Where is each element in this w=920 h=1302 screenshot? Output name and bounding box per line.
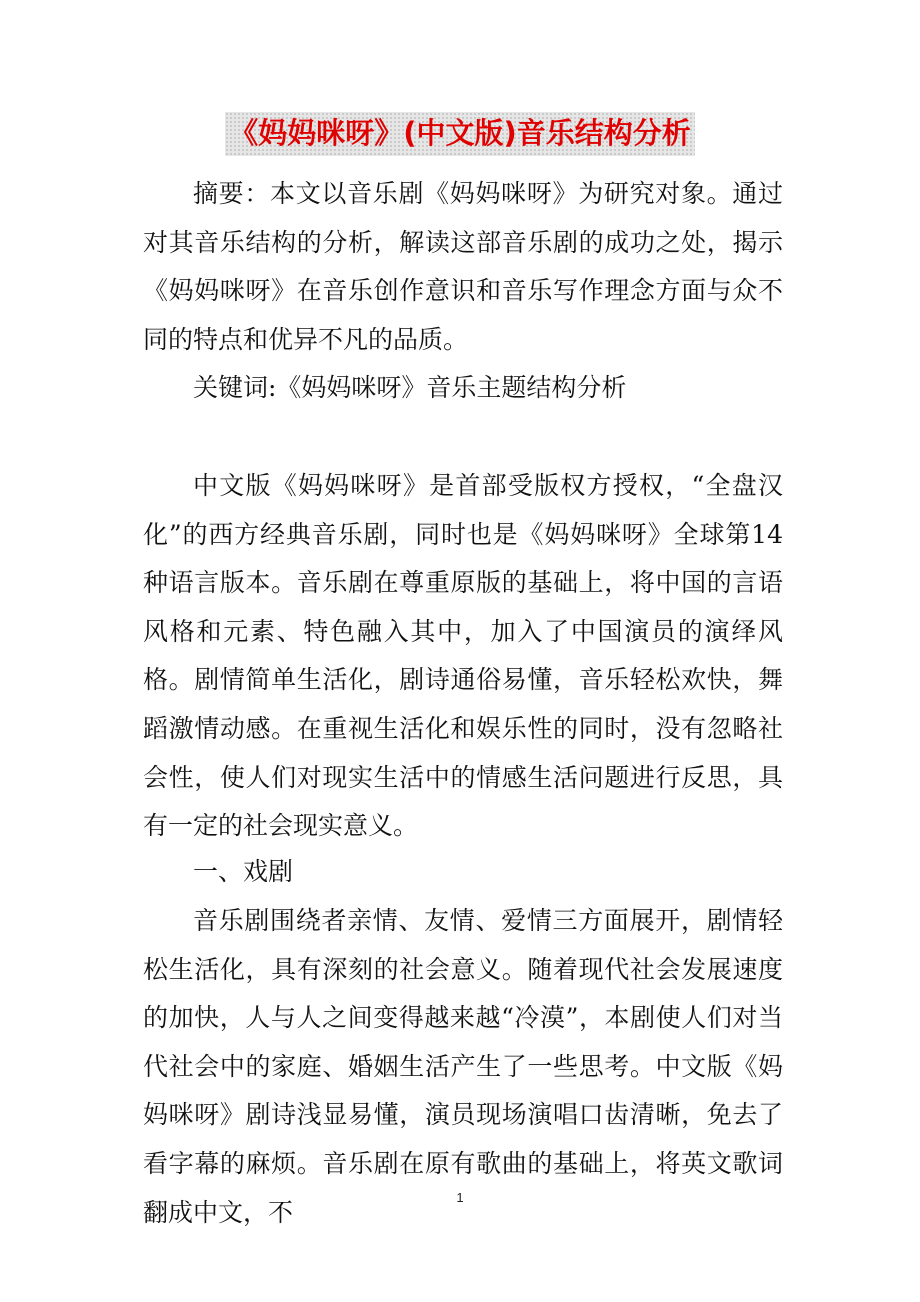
keywords-line: 关键词:《妈妈咪呀》音乐主题结构分析: [193, 373, 627, 402]
document-title: 《妈妈咪呀》(中文版)音乐结构分析: [225, 112, 695, 156]
section-body-paragraph: 音乐剧围绕者亲情、友情、爱情三方面展开，剧情轻松生活化，具有深刻的社会意义。随着现代社会发展速度的加快，人与人之间变得越来越“冷漠”，本剧使人们对当代社会中的家庭、婚姻生活产生了一些思考。中文版《妈妈咪呀》剧诗浅显易懂，演员现场演唱口齿清晰，免去了看字幕的麻烦。音乐剧在原有歌曲的基础上，将英文歌词翻成中文，不: [143, 906, 783, 1227]
section-heading: 一、戏剧: [193, 857, 294, 886]
intro-paragraph: 中文版《妈妈咪呀》是首部受版权方授权，“全盘汉化”的西方经典音乐剧，同时也是《妈妈咪呀》全球第14种语言版本。音乐剧在尊重原版的基础上，将中国的言语风格和元素、特色融入其中，加入了中国演员的演绎风格。剧情简单生活化，剧诗通俗易懂，音乐轻松欢快，舞蹈激情动感。在重视生活化和娱乐性的同时，没有忽略社会性，使人们对现实生活中的情感生活问题进行反思，具有一定的社会现实意义。: [143, 471, 783, 841]
abstract-paragraph: 摘要：本文以音乐剧《妈妈咪呀》为研究对象。通过对其音乐结构的分析，解读这部音乐剧的成功之处，揭示《妈妈咪呀》在音乐创作意识和音乐写作理念方面与众不同的特点和优异不凡的品质。: [143, 179, 783, 354]
page-number: 1: [456, 1190, 464, 1205]
title-container: [0, 112, 920, 156]
